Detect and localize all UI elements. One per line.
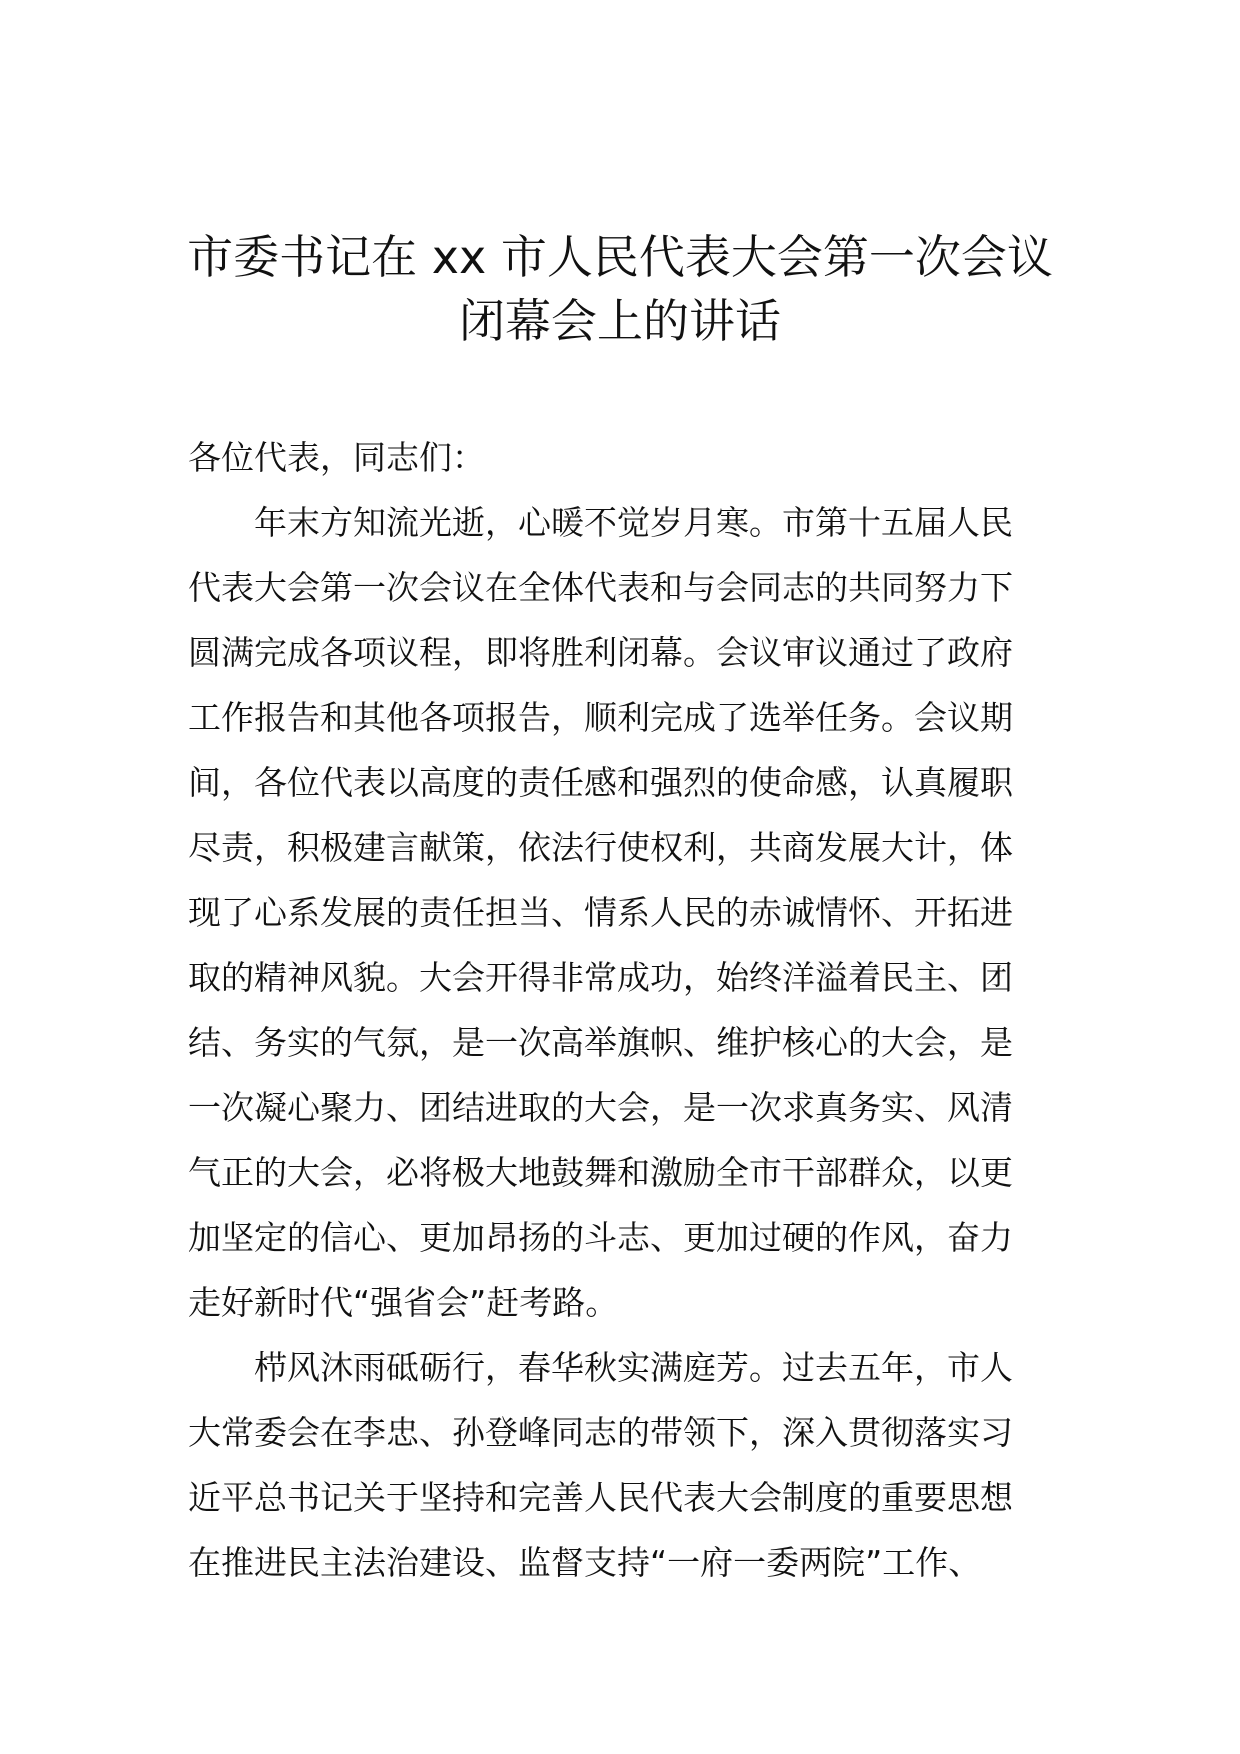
paragraph-line: 圆满完成各项议程，即将胜利闭幕。会议审议通过了政府 (188, 633, 1013, 672)
paragraph-line: 现了心系发展的责任担当、情系人民的赤诚情怀、开拓进 (188, 893, 1013, 932)
paragraph-line: 在推进民主法治建设、监督支持“一府一委两院”工作、 (188, 1543, 982, 1582)
paragraph-2 (188, 1335, 1058, 1595)
paragraph-line: 结、务实的气氛，是一次高举旗帜、维护核心的大会，是 (188, 1023, 1013, 1062)
paragraph-line: 一次凝心聚力、团结进取的大会，是一次求真务实、风清 (188, 1088, 1013, 1127)
paragraph-line: 气正的大会，必将极大地鼓舞和激励全市干部群众，以更 (188, 1153, 1013, 1192)
salutation: 各位代表，同志们： (188, 438, 485, 477)
paragraph-line: 取的精神风貌。大会开得非常成功，始终洋溢着民主、团 (188, 958, 1013, 997)
paragraph-line: 工作报告和其他各项报告，顺利完成了选举任务。会议期 (188, 698, 1013, 737)
document-title (150, 225, 1090, 353)
paragraph-line: 尽责，积极建言献策，依法行使权利，共商发展大计，体 (188, 828, 1013, 867)
paragraph-line: 代表大会第一次会议在全体代表和与会同志的共同努力下 (188, 568, 1013, 607)
paragraph-line: 走好新时代“强省会”赶考路。 (188, 1283, 619, 1322)
paragraph-line: 间，各位代表以高度的责任感和强烈的使命感，认真履职 (188, 763, 1013, 802)
paragraph-line: 大常委会在李忠、孙登峰同志的带领下，深入贯彻落实习 (188, 1413, 1013, 1452)
paragraph-line: 近平总书记关于坚持和完善人民代表大会制度的重要思想 (188, 1478, 1013, 1517)
paragraph-line: 栉风沐雨砥砺行，春华秋实满庭芳。过去五年，市人 (254, 1348, 1013, 1387)
paragraph-line: 加坚定的信心、更加昂扬的斗志、更加过硬的作风，奋力 (188, 1218, 1013, 1257)
paragraph-1 (188, 490, 1058, 1335)
paragraph-line: 年末方知流光逝，心暖不觉岁月寒。市第十五届人民 (254, 503, 1013, 542)
title-line-1: 市委书记在 xx 市人民代表大会第一次会议 (187, 230, 1053, 284)
title-line-2: 闭幕会上的讲话 (459, 294, 781, 348)
document-body (188, 425, 1058, 1595)
